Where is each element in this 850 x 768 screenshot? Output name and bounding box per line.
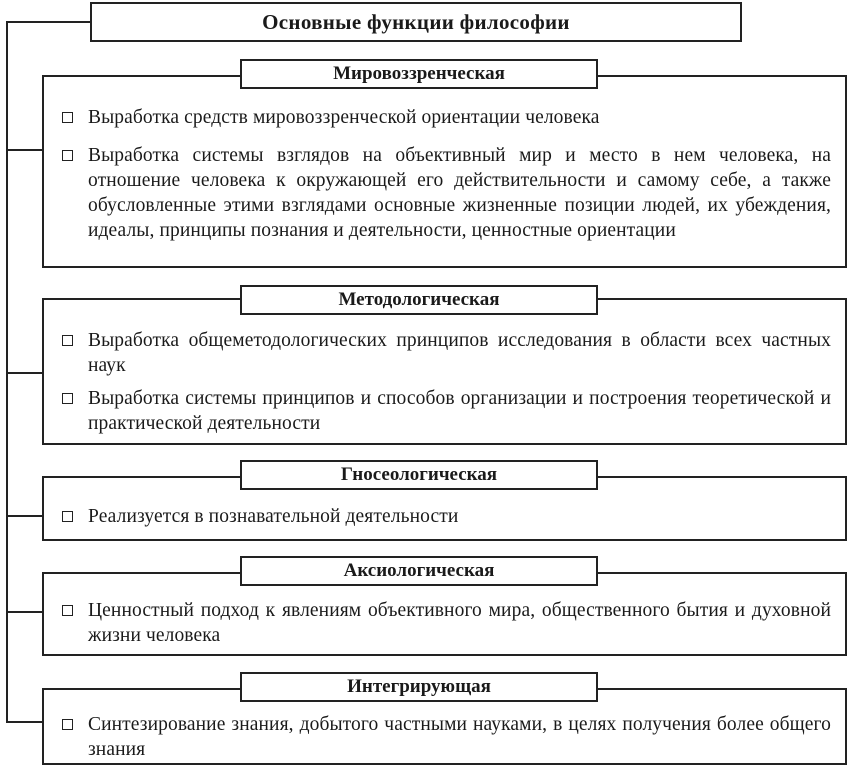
section-header-metodologicheskaya: Методологическая <box>240 285 598 315</box>
checkbox-icon <box>62 112 73 123</box>
checkbox-icon <box>62 719 73 730</box>
list-item: Выработка средств мировоззренческой ориентации человека <box>62 105 831 130</box>
list-item: Реализуется в познавательной деятельности <box>62 504 831 529</box>
checkbox-icon <box>62 335 73 346</box>
checkbox-icon <box>62 511 73 522</box>
diagram-title: Основные функции философии <box>90 2 742 42</box>
checkbox-icon <box>62 605 73 616</box>
section-metodologicheskaya <box>42 298 847 445</box>
list-item: Ценностный подход к явлениям объективного мира, общественного бытия и духовной жизни человека <box>62 598 831 648</box>
list-item: Выработка системы взглядов на объективный мир и место в нем человека, на отношение человека к окружающей его действительности и самому себе, а также обусловленные этими взглядами основные жизненные позиции людей, их убеждения, идеалы, принципы познания и деятельности, ценностные ориентации <box>62 143 831 243</box>
list-item: Выработка системы принципов и способов организации и построения теоретической и практической деятельности <box>62 386 831 436</box>
section-header-mirovozzrencheskaya: Мировоззренческая <box>240 59 598 89</box>
checkbox-icon <box>62 150 73 161</box>
section-header-integriruyushchaya: Интегрирующая <box>240 672 598 702</box>
list-item: Выработка общеметодологических принципов исследования в области всех частных наук <box>62 328 831 378</box>
section-header-gnoseologicheskaya: Гносеологическая <box>240 460 598 490</box>
section-mirovozzrencheskaya <box>42 75 847 268</box>
section-header-aksiologicheskaya: Аксиологическая <box>240 556 598 586</box>
checkbox-icon <box>62 393 73 404</box>
list-item: Синтезирование знания, добытого частными науками, в целях получения более общего знания <box>62 712 831 762</box>
